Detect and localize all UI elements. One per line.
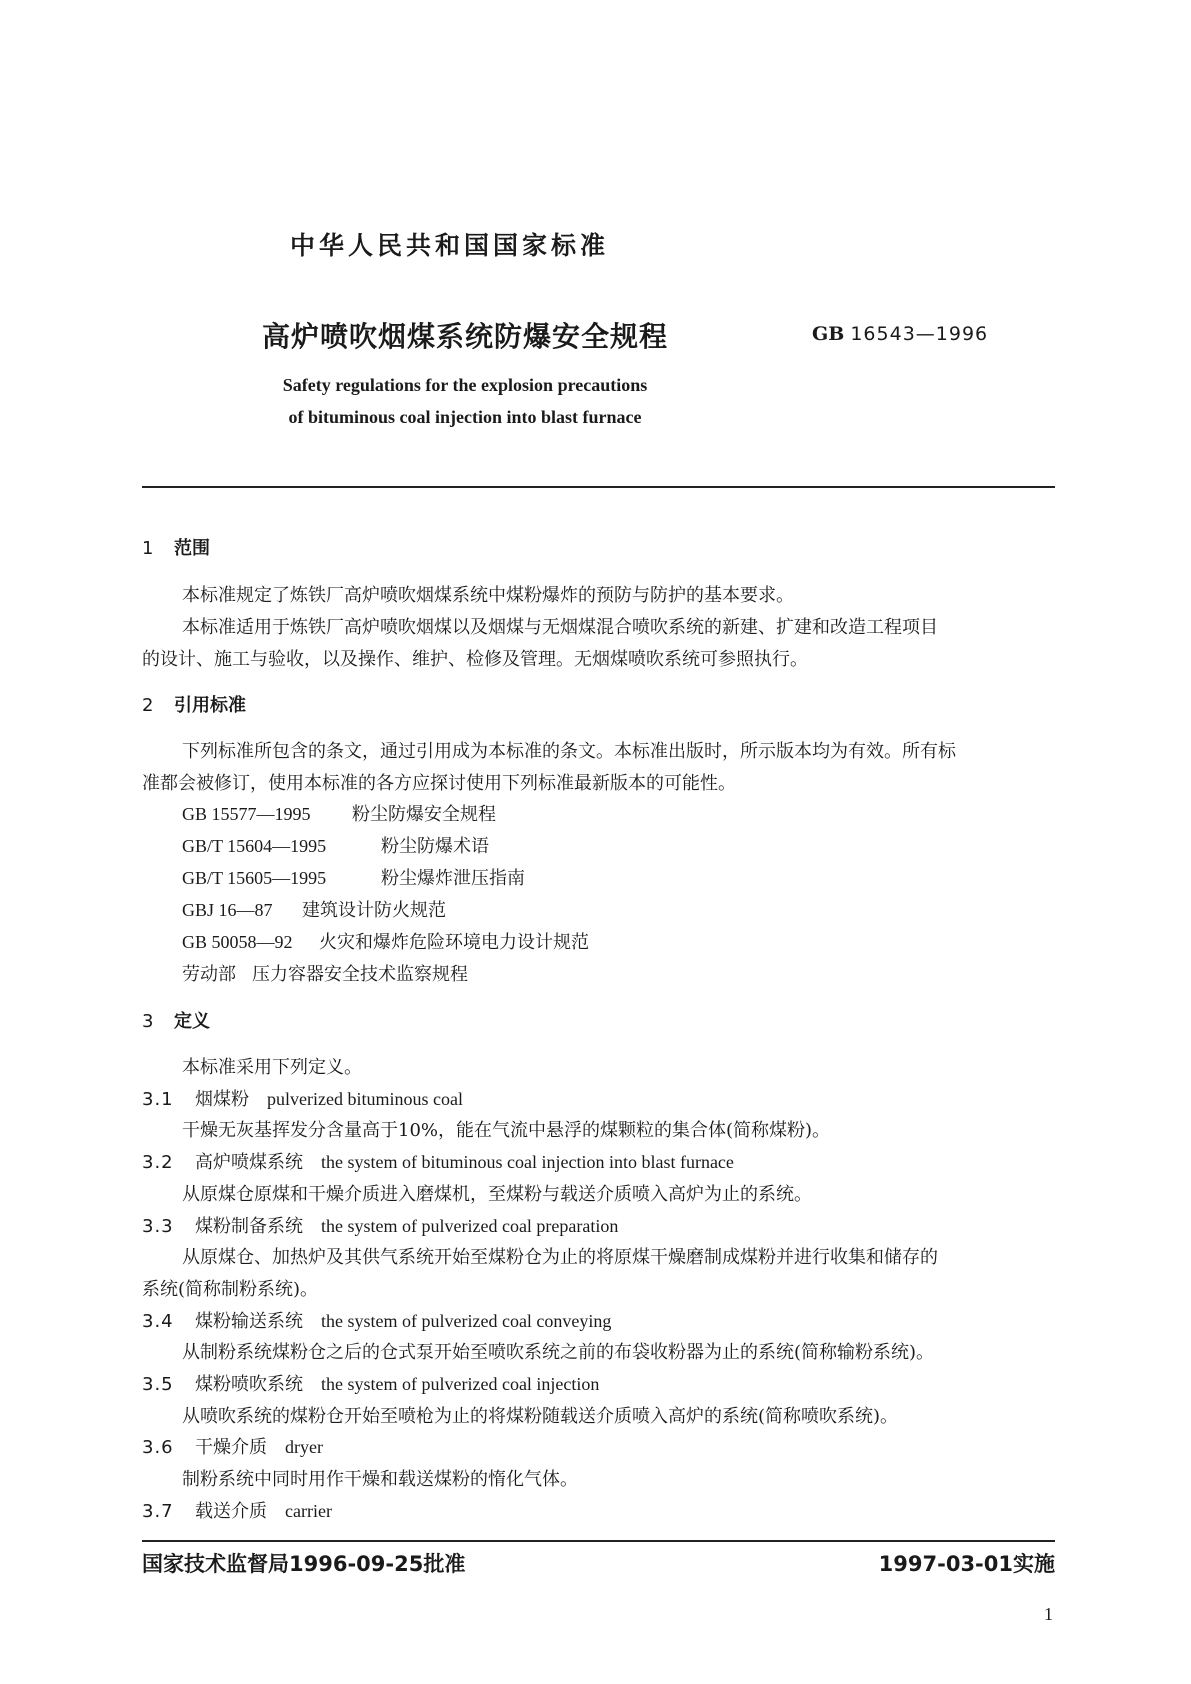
reference-name: 粉尘防爆术语 [381,836,489,857]
page-number: 1 [1044,1604,1053,1624]
reference-name: 粉尘防爆安全规程 [352,804,496,825]
definition-3-4-description: 从制粉系统煤粉仓之后的仓式泵开始至喷吹系统之前的布袋收粉器为止的系统(简称输粉系统)。 [182,1342,935,1363]
document-title-cn: 高炉喷吹烟煤系统防爆安全规程 [262,320,669,353]
definition-number: 3.7 [142,1501,174,1522]
definition-number: 3.2 [142,1152,174,1173]
footer-divider [142,1540,1055,1542]
section-1-paragraph-2a: 本标准适用于炼铁厂高炉喷吹烟煤以及烟煤与无烟煤混合喷吹系统的新建、扩建和改造工程项目 [182,617,938,638]
effective-date: 1997-03-01实施 [878,1552,1055,1576]
reference-item [182,800,496,826]
reference-item [182,832,489,858]
section-number: 1 [142,538,154,559]
section-2-heading [142,691,246,717]
definition-3-7 [142,1497,332,1523]
standard-number [812,323,988,345]
definition-number: 3.5 [142,1374,174,1395]
definition-3-5 [142,1370,599,1396]
approval-statement: 国家技术监督局1996-09-25批准 [142,1552,466,1576]
standard-prefix: GB [812,323,845,345]
section-title: 引用标准 [174,695,246,716]
reference-name: 建筑设计防火规范 [302,900,446,921]
document-title-en-line1: Safety regulations for the explosion precautions [282,375,648,395]
section-2-paragraph-b: 准都会被修订，使用本标准的各方应探讨使用下列标准最新版本的可能性。 [142,773,736,794]
reference-item [182,864,525,890]
definition-3-6 [142,1433,323,1459]
reference-code: GB/T 15605—1995 [182,868,327,888]
section-3-heading [142,1007,210,1033]
section-3-intro: 本标准采用下列定义。 [182,1057,362,1078]
definition-3-3-description-cont: 系统(简称制粉系统)。 [142,1279,319,1300]
national-standard-heading: 中华人民共和国国家标准 [290,231,610,260]
definition-3-5-description: 从喷吹系统的煤粉仓开始至喷枪为止的将煤粉随载送介质喷入高炉的系统(简称喷吹系统)。 [182,1406,899,1427]
reference-name: 压力容器安全技术监察规程 [252,964,468,985]
reference-code: GB 15577—1995 [182,804,311,824]
reference-code: GB 50058—92 [182,932,293,952]
definition-term-en: carrier [285,1501,332,1521]
definition-3-1-description: 干燥无灰基挥发分含量高于10%，能在气流中悬浮的煤颗粒的集合体(简称煤粉)。 [182,1120,831,1141]
definition-term-en: the system of pulverized coal injection [321,1374,600,1394]
reference-code: 劳动部 [182,964,236,985]
definition-term: 高炉喷煤系统 [195,1152,303,1173]
definition-term-en: the system of pulverized coal conveying [321,1311,612,1331]
definition-term-en: the system of bituminous coal injection into blast furnace [321,1152,734,1172]
section-number: 3 [142,1011,154,1032]
definition-3-3 [142,1212,618,1238]
section-title: 定义 [174,1011,210,1032]
section-1-heading [142,534,210,560]
definition-term: 烟煤粉 [195,1089,249,1110]
definition-3-3-description: 从原煤仓、加热炉及其供气系统开始至煤粉仓为止的将原煤干燥磨制成煤粉并进行收集和储存的 [182,1247,938,1268]
definition-term: 煤粉喷吹系统 [195,1374,303,1395]
definition-number: 3.4 [142,1311,174,1332]
definition-term-en: pulverized bituminous coal [267,1089,463,1109]
definition-3-2 [142,1148,734,1174]
definition-number: 3.3 [142,1216,174,1237]
definition-term: 干燥介质 [195,1437,267,1458]
definition-number: 3.6 [142,1437,174,1458]
reference-name: 粉尘爆炸泄压指南 [381,868,525,889]
definition-3-2-description: 从原煤仓原煤和干燥介质进入磨煤机，至煤粉与载送介质喷入高炉为止的系统。 [182,1184,812,1205]
document-title-en-line2: of bituminous coal injection into blast furnace [288,407,642,427]
definition-term: 煤粉输送系统 [195,1311,303,1332]
definition-term: 煤粉制备系统 [195,1216,303,1237]
reference-item [182,896,446,922]
section-1-paragraph-1: 本标准规定了炼铁厂高炉喷吹烟煤系统中煤粉爆炸的预防与防护的基本要求。 [182,585,794,606]
reference-item [182,960,468,986]
reference-name: 火灾和爆炸危险环境电力设计规范 [319,932,589,953]
reference-code: GB/T 15604—1995 [182,836,327,856]
definition-3-6-description: 制粉系统中同时用作干燥和载送煤粉的惰化气体。 [182,1469,578,1490]
section-title: 范围 [174,538,210,559]
section-number: 2 [142,695,154,716]
header-divider [142,486,1055,488]
definition-3-1 [142,1085,463,1111]
section-1-paragraph-2b: 的设计、施工与验收，以及操作、维护、检修及管理。无烟煤喷吹系统可参照执行。 [142,649,808,670]
reference-code: GBJ 16—87 [182,900,273,920]
section-2-paragraph-a: 下列标准所包含的条文，通过引用成为本标准的条文。本标准出版时，所示版本均为有效。所有标 [182,741,956,762]
standard-number-value: 16543—1996 [850,323,989,345]
definition-term-en: the system of pulverized coal preparation [321,1216,619,1236]
definition-3-4 [142,1307,611,1333]
definition-number: 3.1 [142,1089,174,1110]
definition-term-en: dryer [285,1437,323,1457]
reference-item [182,928,589,954]
definition-term: 载送介质 [195,1501,267,1522]
